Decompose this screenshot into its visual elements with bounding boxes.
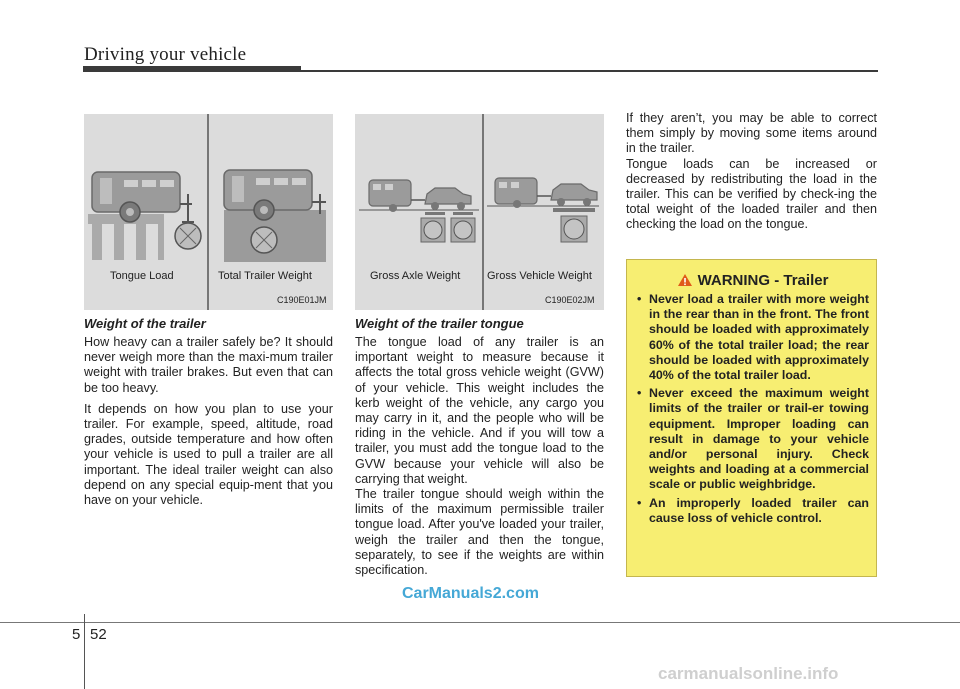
gross-vehicle-weight-drawing (487, 178, 599, 242)
list-item: • Never exceed the maximum weight limits of the trailer or trail-er towing equipment. Improper loading can result in damage to your vehicle and/or personal injury. Check weights and loading at a commercial scale or public weighbridge. (637, 386, 869, 492)
paragraph: The trailer tongue should weigh within the limits of the maximum permissible trailer tongue load. After you've loaded your trailer, weigh the trailer and then the tongue, separately, to see if the weights are within specification. (355, 487, 604, 578)
figure-trailer-weight (84, 114, 333, 310)
figure-code: C190E01JM (277, 295, 327, 305)
footer-rule (0, 622, 960, 623)
warning-title (627, 272, 878, 291)
caption-total-trailer-weight: Total Trailer Weight (218, 270, 312, 282)
column-3-text (626, 111, 877, 233)
section-title: Driving your vehicle (84, 44, 247, 65)
footer-divider (84, 614, 85, 689)
paragraph: It depends on how you plan to use your trailer. For example, speed, altitude, road grades, outside temperature and how often your vehicle is used to pull a trailer are all important. The ideal trailer weight can also depend on any special equip-ment that you have on your vehicle. (84, 401, 333, 508)
heading-weight-of-trailer-tongue: Weight of the trailer tongue (355, 316, 524, 331)
paragraph: Tongue loads can be increased or decreased by redistributing the load in the trailer. This can be verified by check-ing the total weight of the loaded trailer and then checking the load on the tongue. (626, 156, 877, 232)
column-1-text (84, 335, 333, 508)
warning-triangle-icon (677, 273, 693, 291)
tongue-load-drawing (88, 172, 201, 260)
figure-trailer-tongue (355, 114, 604, 310)
warning-list (637, 292, 869, 529)
warning-item-text: An improperly loaded trailer can cause loss of vehicle control. (649, 495, 869, 525)
list-item: • Never load a trailer with more weight in the rear than in the front. The front should be loaded with approximately 60% of the total trailer load; the rear should be loaded with approximately 40% of the total trailer load. (637, 292, 869, 383)
warning-item-text: Never load a trailer with more weight in the rear than in the front. The front should be loaded with approximately 60% of the total trailer load; the rear should be loaded with approximately 40% of the total trailer load. (649, 292, 869, 383)
list-item: • An improperly loaded trailer can cause loss of vehicle control. (637, 495, 869, 525)
watermark-footer: carmanualsonline.info (658, 664, 839, 683)
paragraph: How heavy can a trailer safely be? It should never weigh more than the maxi-mum trailer weight with trailer brakes. But even that can be too heavy. (84, 335, 333, 395)
paragraph: The tongue load of any trailer is an important weight to measure because it affects the total gross vehicle weight (GVW) of your vehicle. This weight includes the kerb weight of the vehicle, any cargo you may carry in it, and the people who will be riding in the vehicle. And if you will tow a trailer, you must add the tongue load to the GVW because your vehicle will also be carrying that weight. (355, 335, 604, 486)
total-trailer-weight-drawing (224, 170, 326, 262)
header-rule-accent (83, 66, 301, 72)
page-number: 52 (90, 626, 107, 643)
figure-code: C190E02JM (545, 295, 595, 305)
warning-item-text: Never exceed the maximum weight limits of the trailer or trail-er towing equipment. Improper loading can result in damage to your vehicle and/or personal injury. Check weights and loading at a commercial scale or public weighbridge. (649, 386, 869, 492)
gross-axle-weight-drawing (359, 180, 479, 242)
warning-box (626, 259, 877, 577)
caption-gross-axle-weight: Gross Axle Weight (370, 270, 461, 282)
column-2-text (355, 335, 604, 578)
caption-tongue-load: Tongue Load (110, 270, 174, 282)
watermark-link[interactable]: CarManuals2.com (402, 585, 539, 602)
warning-title-text: WARNING - Trailer (697, 272, 829, 289)
section-number: 5 (72, 626, 81, 643)
paragraph: If they aren’t, you may be able to correct them simply by moving some items around in the trailer. (626, 111, 877, 156)
caption-gross-vehicle-weight: Gross Vehicle Weight (487, 270, 592, 282)
heading-weight-of-trailer: Weight of the trailer (84, 316, 206, 331)
